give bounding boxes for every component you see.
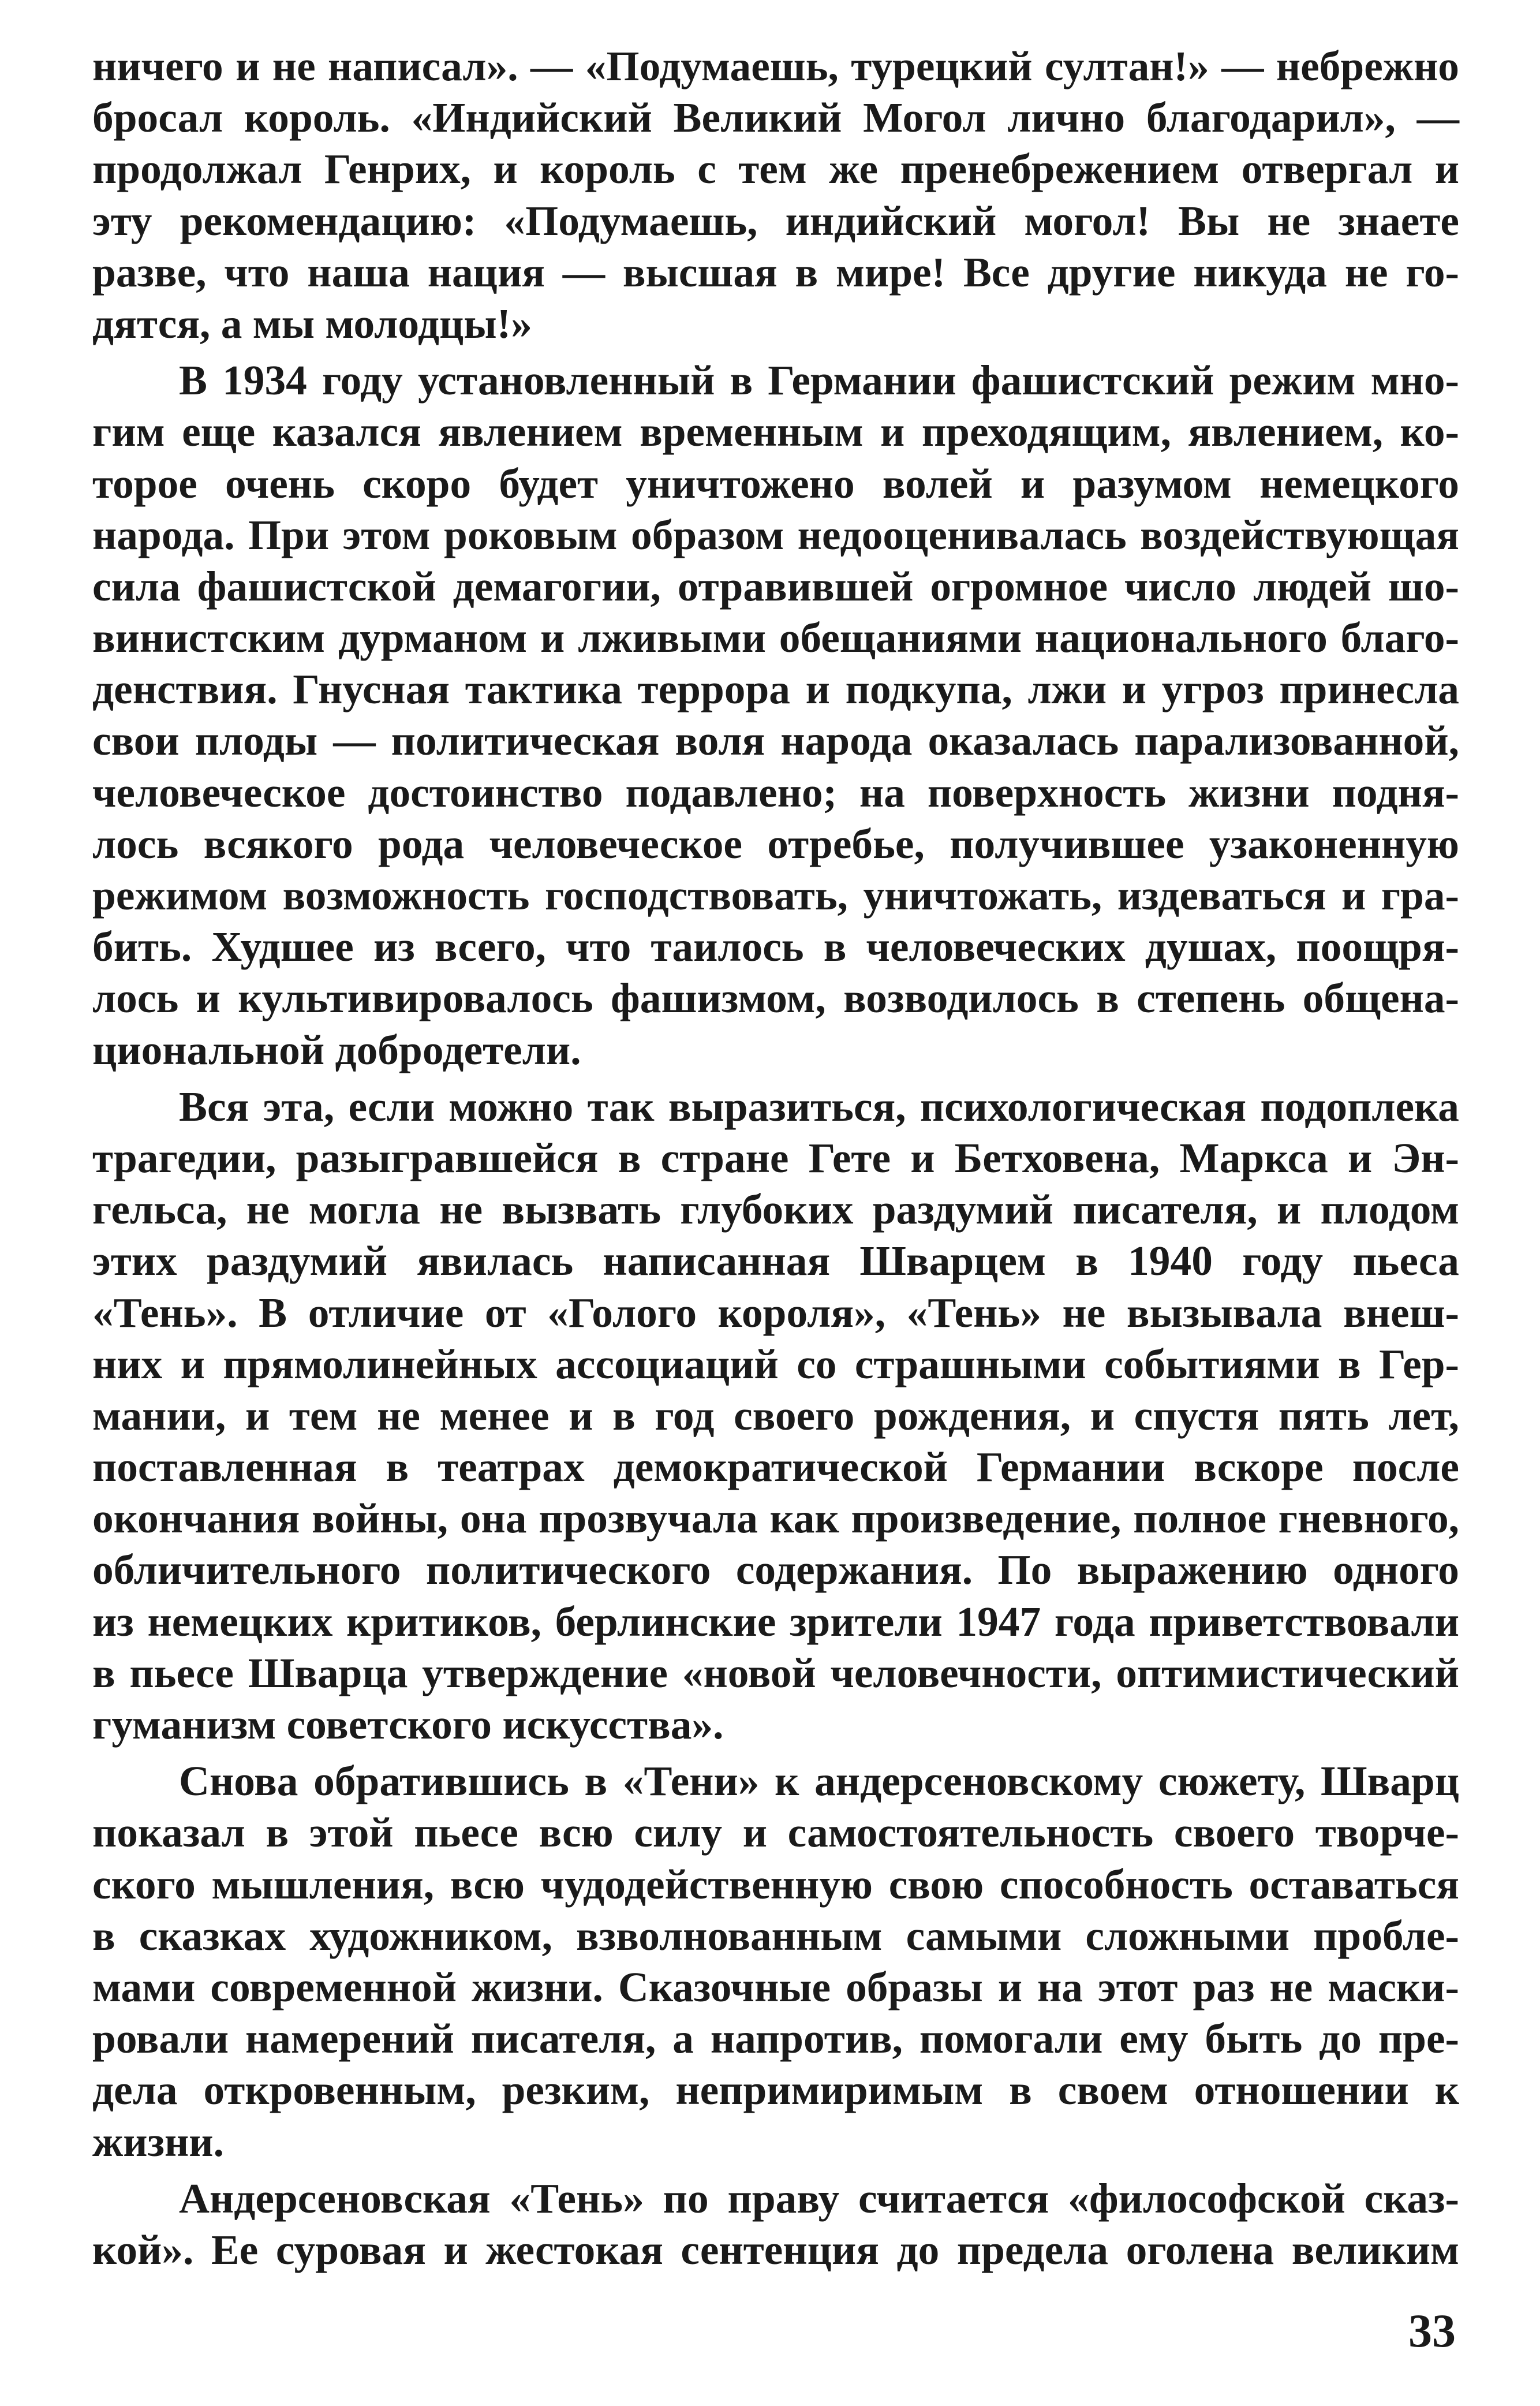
text-line: этих раздумий явилась написанная Шварцем в 1940 году пьеса: [92, 1237, 1459, 1285]
text-line: мами современной жизни. Сказочные образы и на этот раз не маски-: [92, 1963, 1459, 2010]
paragraph-gap: [92, 349, 1459, 355]
text-line: мании, и тем не менее и в год своего рождения, и спустя пять лет,: [92, 1392, 1459, 1439]
text-line: разве, что наша нация — высшая в мире! Все другие никуда не го-: [92, 248, 1459, 296]
text-line: Вся эта, если можно так выразиться, психологическая подоплека: [179, 1083, 1459, 1130]
text-line: лось и культивировалось фашизмом, возводилось в степень общена-: [92, 975, 1459, 1022]
text-line: ровали намерений писателя, а напротив, помогали ему быть до пре-: [92, 2015, 1459, 2062]
page-body: [92, 40, 1459, 2276]
text-line: показал в этой пьесе всю силу и самостоятельность своего творче-: [92, 1809, 1459, 1856]
text-line: них и прямолинейных ассоциаций со страшными событиями в Гер-: [92, 1340, 1459, 1387]
text-line: в сказках художником, взволнованным самыми сложными пробле-: [92, 1912, 1459, 1959]
paragraph-gap: [92, 2168, 1459, 2173]
text-line: дятся, а мы молодцы!»: [92, 300, 532, 347]
paragraph: [92, 2173, 1459, 2276]
paragraph: [92, 40, 1459, 349]
text-line: гуманизм советского искусства».: [92, 1701, 724, 1748]
paragraph: [92, 1755, 1459, 2168]
page-number: 33: [1408, 2304, 1456, 2357]
text-line: Снова обратившись в «Тени» к андерсеновскому сюжету, Шварц: [179, 1758, 1459, 1805]
text-line: из немецких критиков, берлинские зрители 1947 года приветствовали: [92, 1598, 1459, 1645]
paragraph: [92, 355, 1459, 1076]
text-line: ского мышления, всю чудодейственную свою способность оставаться: [92, 1860, 1459, 1908]
text-line: циональной добродетели.: [92, 1026, 581, 1073]
text-line: трагедии, разыгравшейся в стране Гете и Бетховена, Маркса и Эн-: [92, 1134, 1459, 1181]
text-line: эту рекомендацию: «Подумаешь, индийский могол! Вы не знаете: [92, 197, 1459, 244]
text-line: винистским дурманом и лживыми обещаниями национального благо-: [92, 614, 1459, 662]
text-line: дела откровенным, резким, непримиримым в своем отношении к: [92, 2066, 1459, 2114]
text-line: народа. При этом роковым образом недооценивалась воздействующая: [92, 511, 1459, 558]
text-line: сила фашистской демагогии, отравившей огромное число людей шо-: [92, 562, 1459, 610]
text-line: денствия. Гнусная тактика террора и подкупа, лжи и угроз принесла: [92, 666, 1459, 713]
text-line: бить. Худшее из всего, что таилось в человеческих душах, поощря-: [92, 923, 1459, 971]
text-line: бросал король. «Индийский Великий Могол лично благодарил», —: [92, 94, 1459, 141]
paragraph-gap: [92, 1750, 1459, 1755]
text-line: гим еще казался явлением временным и преходящим, явлением, ко-: [92, 408, 1459, 456]
text-line: жизни.: [92, 2118, 224, 2165]
text-line: лось всякого рода человеческое отребье, получившее узаконенную: [92, 820, 1459, 867]
text-line: в пьесе Шварца утверждение «новой человечности, оптимистический: [92, 1649, 1459, 1696]
text-line: поставленная в театрах демократической Германии вскоре после: [92, 1443, 1459, 1491]
text-line: свои плоды — политическая воля народа оказалась парализованной,: [92, 717, 1459, 764]
text-line: В 1934 году установленный в Германии фашистский режим мно-: [179, 357, 1459, 404]
text-line: обличительного политического содержания. По выражению одного: [92, 1546, 1459, 1594]
paragraph: [92, 1081, 1459, 1750]
text-line: Андерсеновская «Тень» по праву считается «философской сказ-: [179, 2174, 1459, 2222]
text-line: окончания войны, она прозвучала как произведение, полное гневного,: [92, 1495, 1459, 1542]
text-line: «Тень». В отличие от «Голого короля», «Тень» не вызывала внеш-: [92, 1289, 1459, 1336]
text-line: режимом возможность господствовать, уничтожать, издеваться и гра-: [92, 872, 1459, 919]
text-line: продолжал Генрих, и король с тем же пренебрежением отвергал и: [92, 146, 1459, 193]
text-line: ничего и не написал». — «Подумаешь, турецкий султан!» — небрежно: [92, 43, 1459, 89]
text-line: торое очень скоро будет уничтожено волей и разумом немецкого: [92, 460, 1459, 507]
text-line: гельса, не могла не вызвать глубоких раздумий писателя, и плодом: [92, 1186, 1459, 1233]
text-line: кой». Ее суровая и жестокая сентенция до предела оголена великим: [92, 2226, 1459, 2273]
paragraph-gap: [92, 1076, 1459, 1081]
text-line: человеческое достоинство подавлено; на поверхность жизни подня-: [92, 769, 1459, 816]
